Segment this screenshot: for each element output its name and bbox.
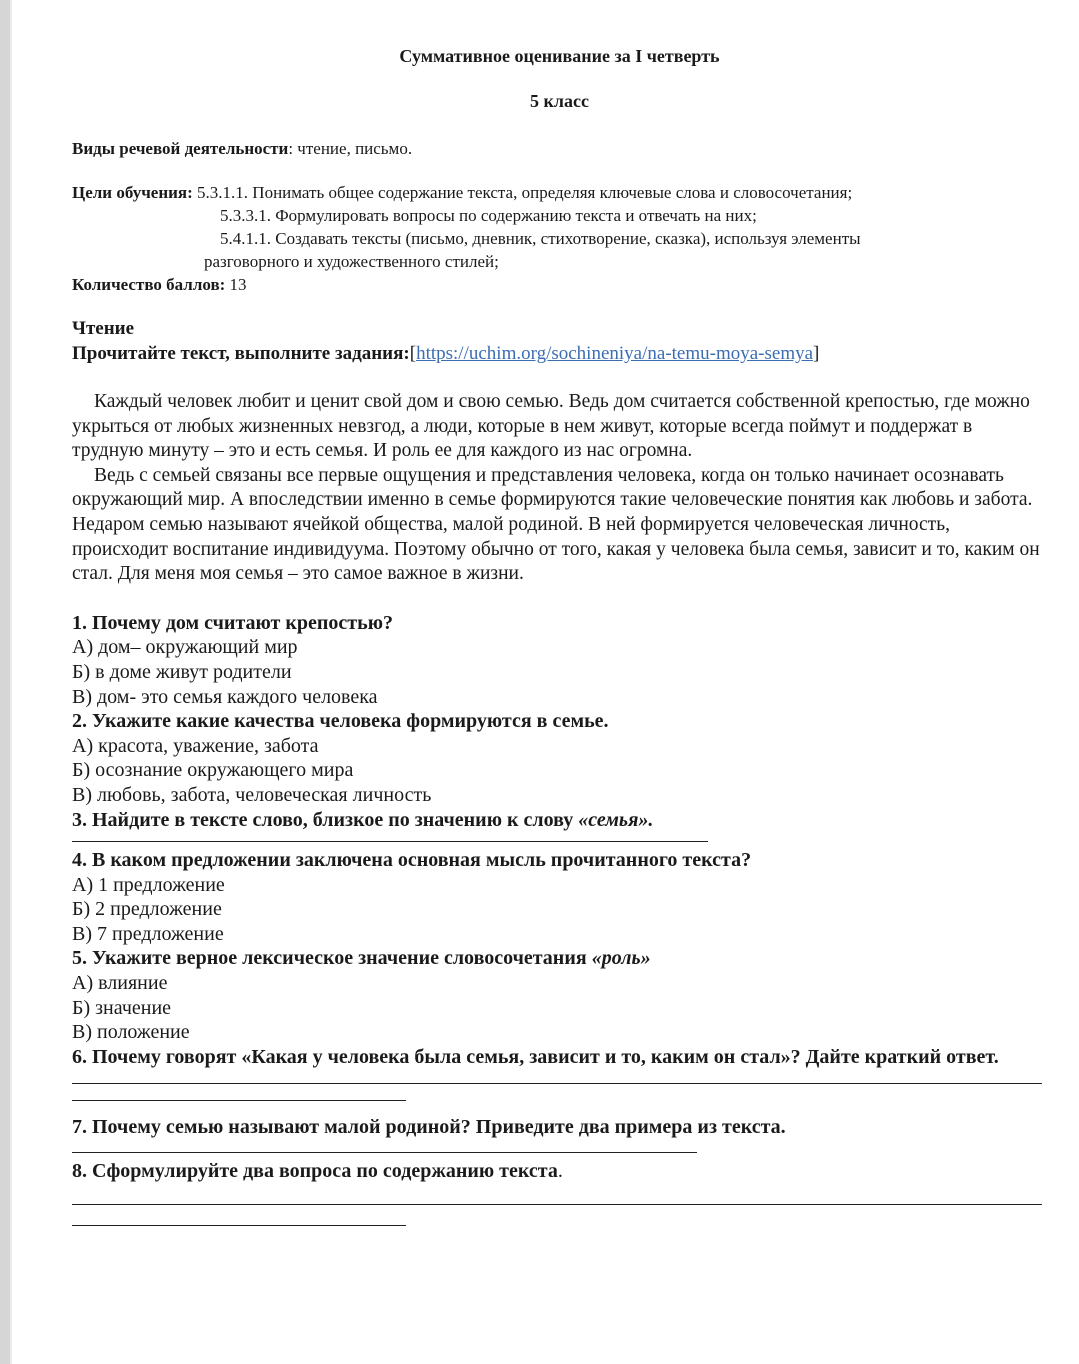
activity-row <box>72 137 1047 160</box>
question-5-text: 5. Укажите верное лексическое значение словосочетания <box>72 947 592 970</box>
source-link[interactable]: https://uchim.org/sochineniya/na-temu-moya-semya <box>416 343 814 364</box>
document-title: Суммативное оценивание за I четверть <box>399 46 720 66</box>
answer-line-7[interactable] <box>72 1140 697 1153</box>
link-bracket-close: ] <box>813 343 820 364</box>
question-5 <box>72 946 1047 971</box>
question-4: 4. В каком предложении заключена основная мысль прочитанного текста? <box>72 849 752 872</box>
question-6: 6. Почему говорят «Какая у человека была семья, зависит и то, каким он стал»? Дайте краткий ответ. <box>72 1045 999 1068</box>
goals-label: Цели обучения: <box>72 183 193 202</box>
question-3-text: 3. Найдите в тексте слово, близкое по значению к слову <box>72 808 579 831</box>
answer-line-6a[interactable] <box>72 1069 1042 1084</box>
page-edge <box>0 0 10 1364</box>
reading-text <box>72 390 1047 587</box>
page-edge-shadow <box>10 0 12 1364</box>
link-bracket-open: [ <box>409 343 417 364</box>
question-7: 7. Почему семью называют малой родиной? Приведите два примера из текста. <box>72 1116 786 1139</box>
question-8 <box>72 1159 1047 1184</box>
question-5-word: «роль» <box>591 947 651 970</box>
question-1-option-a: А) дом– окружающий мир <box>72 636 298 659</box>
document-page <box>72 44 1047 1232</box>
question-4-option-b: Б) 2 предложение <box>72 898 222 921</box>
question-5-option-b: Б) значение <box>72 996 172 1019</box>
question-1: 1. Почему дом считают крепостью? <box>72 611 393 634</box>
activity-label: Виды речевой деятельности <box>72 139 289 158</box>
question-3-word: «семья». <box>578 808 654 831</box>
question-5-option-c: В) положение <box>72 1021 190 1044</box>
goal-line-1 <box>72 181 1047 204</box>
goal-2: 5.3.3.1. Формулировать вопросы по содержанию текста и отвечать на них; <box>220 206 757 225</box>
activity-value: : чтение, письмо. <box>288 139 413 158</box>
grade-label: 5 класс <box>530 91 589 111</box>
spacer <box>72 1107 1047 1115</box>
answer-line-6b[interactable] <box>72 1090 406 1101</box>
question-8-text: 8. Сформулируйте два вопроса по содержанию текста <box>72 1160 558 1183</box>
points-row <box>72 273 1047 296</box>
goals-block <box>72 181 1047 273</box>
reading-instruction <box>72 341 1047 366</box>
goal-3: 5.4.1.1. Создавать тексты (письмо, дневник, стихотворение, сказка), используя элементы <box>220 229 861 248</box>
question-2-option-c: В) любовь, забота, человеческая личность <box>72 783 432 806</box>
question-1-option-b: Б) в доме живут родители <box>72 660 292 683</box>
paragraph-2: Ведь с семьей связаны все первые ощущения и представления человека, когда он только начинает осознавать окружающий мир. А впоследствии именно в семье формируются такие человеческие понятия как любовь и забота. Недаром семью называют ячейкой общества, малой родиной. В ней формируется человеческая личность, происходит воспитание индивидуума. Поэтому обычно от того, какая у человека была семья, зависит и то, каким он стал. Для меня моя семья – это самое важное в жизни. <box>72 464 1040 585</box>
question-1-option-c: В) дом- это семья каждого человека <box>72 685 378 708</box>
question-4-option-a: А) 1 предложение <box>72 873 225 896</box>
question-5-option-a: А) влияние <box>72 972 168 995</box>
instruction-text: Прочитайте текст, выполните задания: <box>72 343 410 364</box>
paragraph-1: Каждый человек любит и ценит свой дом и свою семью. Ведь дом считается собственной крепостью, где можно укрыться от любых жизненных невзгод, а люди, которые в нем живут, которые всегда поймут и поддержат в трудную минуту – это и есть семья. И роль ее для каждого из нас огромна. <box>72 391 1030 462</box>
question-4-option-c: В) 7 предложение <box>72 922 224 945</box>
question-2-option-a: А) красота, уважение, забота <box>72 734 319 757</box>
goal-1: 5.3.1.1. Понимать общее содержание текста, определяя ключевые слова и словосочетания; <box>192 183 853 202</box>
question-2-option-b: Б) осознание окружающего мира <box>72 759 354 782</box>
question-8-dot: . <box>557 1160 563 1183</box>
questions-list <box>72 611 1047 1226</box>
answer-line-3[interactable] <box>72 832 708 842</box>
answer-line-8a[interactable] <box>72 1184 1042 1205</box>
question-3 <box>72 808 1047 833</box>
points-value: 13 <box>225 275 247 294</box>
points-label: Количество баллов: <box>72 275 226 294</box>
question-2: 2. Укажите какие качества человека формируются в семье. <box>72 710 609 733</box>
section-title-reading: Чтение <box>72 318 135 339</box>
goal-3-continuation: разговорного и художественного стилей; <box>204 252 499 271</box>
answer-line-8b[interactable] <box>72 1211 406 1226</box>
